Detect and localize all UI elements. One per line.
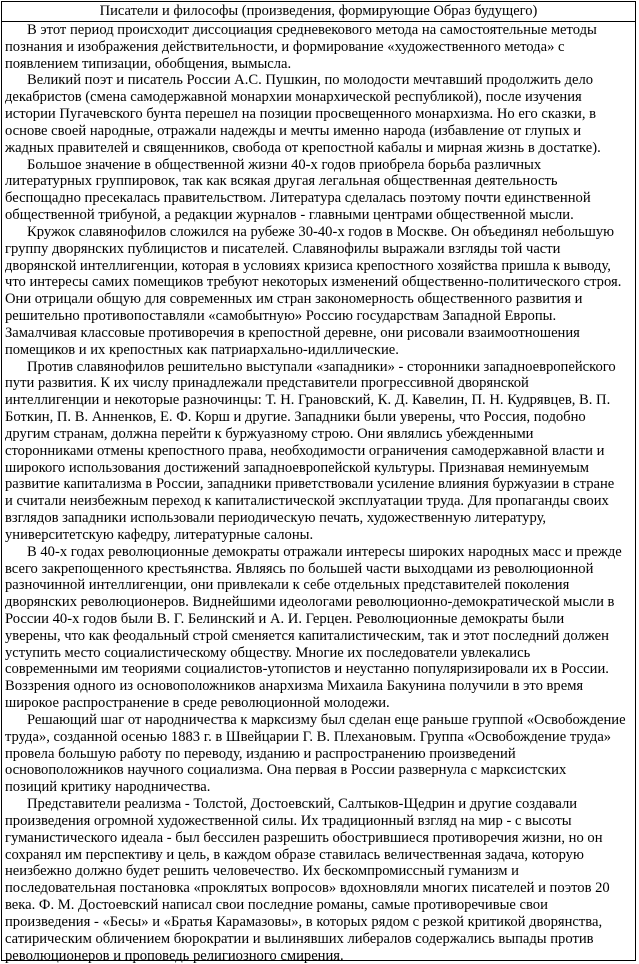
text-line: В этот период происходит диссоциация средневекового метода на самостоятельные методы bbox=[27, 22, 597, 38]
text-line: взглядов западники использовали периодическую печать, художественную литературу, bbox=[5, 510, 547, 527]
text-line: и считали неизбежным переход к капиталистической эксплуатации труда. Для пропаганды своих bbox=[5, 493, 609, 510]
text-line: университетскую кафедру, литературные салоны. bbox=[5, 526, 314, 543]
table-body bbox=[2, 22, 635, 964]
text-line: позиций критику народничества. bbox=[5, 779, 211, 796]
text-line: решительно противопоставляли «самобытную» Россию государствам Западной Европы. bbox=[5, 308, 557, 325]
text-line: провела большую работу по переводу, изданию и распространению произведений bbox=[5, 745, 516, 762]
text-line: широкое распространение в среде революционной молодежи. bbox=[5, 695, 390, 712]
text-line: развитие капитализма в России, западники приветствовали усиление влияния буржуазии в стране bbox=[5, 476, 615, 493]
text-line: труда», созданной осенью 1883 г. в Швейцарии Г. В. Плехановым. Группа «Освобождение труда» bbox=[5, 728, 612, 745]
paragraph bbox=[5, 712, 635, 796]
text-line: появлением типизации, обобщения, вымысла. bbox=[5, 55, 292, 72]
text-line: помещиков и их крепостных как патриархально-идиллические. bbox=[5, 341, 399, 358]
text-line: сторонниками отмены крепостного права, необходимости ограничения самодержавной власти и bbox=[5, 442, 605, 459]
paragraph bbox=[5, 796, 635, 964]
text-line: разночинной интеллигенции, они привлекали к себе отдельных представителей поколения bbox=[5, 577, 570, 594]
text-line: декабристов (смена самодержавной монархии монархической республикой), после изучения bbox=[5, 89, 582, 106]
text-line: сатирическим обличением бюрократии и вылинявших либералов содержались выпады против bbox=[5, 930, 594, 947]
text-line: России 40-х годов были В. Г. Белинский и А. И. Герцен. Революционные демократы были bbox=[5, 610, 565, 627]
text-line: беспощадно пресекалась правительством. Литература сделалась поэтому почти единственной bbox=[5, 190, 591, 207]
text-line: уступить место социалистическому обществу. Многие их последователи увлекались bbox=[5, 644, 531, 661]
text-line: произведения огромной художественной силы. Их традиционный взгляд на мир - с высоты bbox=[5, 812, 572, 829]
text-line: группу дворянских публицистов и писателей. Славянофилы выражали взгляды той части bbox=[5, 240, 561, 257]
text-line: Великий поэт и писатель России А.С. Пушкин, по молодости мечтавший продолжить дело bbox=[27, 72, 594, 89]
text-line: Боткин, П. В. Анненков, Е. Ф. Корш и другие. Западники были уверены, что Россия, подобно bbox=[5, 409, 586, 426]
text-line: революционеров и проповедь религиозного смирения. bbox=[5, 947, 344, 964]
text-line: современными им теориями социалистов-утопистов и неустанно популяризировали их в России. bbox=[5, 661, 609, 678]
paragraph bbox=[5, 22, 635, 72]
text-line: широкого использования достижений западноевропейской культуры. Признавая неминуемым bbox=[5, 459, 590, 476]
paragraph bbox=[5, 224, 635, 359]
text-line: Против славянофилов решительно выступали «западники» - сторонники западноевропейского bbox=[27, 358, 616, 375]
table-title: Писатели и философы (произведения, формирующие Образ будущего) bbox=[2, 2, 635, 22]
document-table bbox=[1, 1, 636, 964]
text-line: что интересы самих помещиков требуют некоторых изменений общественно-политического строя. bbox=[5, 274, 622, 291]
text-line: Замалчивая классовые противоречия в крепостной деревне, они рисовали взаимоотношения bbox=[5, 324, 580, 341]
text-line: литературных группировок, так как всякая другая легальная общественная деятельность bbox=[5, 173, 558, 190]
text-line: последовательная постановка «проклятых вопросов» вдохновляли многих писателей и поэтов 20 bbox=[5, 880, 610, 897]
text-line: пути развития. К их числу принадлежали представители прогрессивной дворянской bbox=[5, 375, 529, 392]
text-line: Большое значение в общественной жизни 40-х годов приобрела борьба различных bbox=[27, 156, 542, 173]
paragraph bbox=[5, 72, 635, 156]
text-line: дворянской интеллигенции, которая в условиях кризиса крепостного хозяйства пришла к выводу, bbox=[5, 257, 611, 274]
text-line: дворянских революционеров. Виднейшими идеологами революционно-демократической мысли в bbox=[5, 594, 615, 611]
text-line: другим странам, должна перейти к буржуазному строю. Они являлись убежденными bbox=[5, 425, 534, 442]
text-line: жадных правителей и священников, свобода от крепостной кабалы и мирная жизнь в достатке). bbox=[5, 139, 601, 156]
text-line: В 40-х годах революционные демократы отражали интересы широких народных масс и прежде bbox=[27, 543, 622, 560]
text-line: уверены, что как феодальный строй сменяется капиталистическим, так и этот последний должен bbox=[5, 627, 609, 644]
text-line: Они отрицали общую для современных им стран закономерность общественного развития и bbox=[5, 291, 583, 308]
text-line: основоположников научного социализма. Она первая в России развернула с марксистских bbox=[5, 762, 567, 779]
text-line: интеллигенции и некоторые разночинцы: Т. Н. Грановский, К. Д. Кавелин, П. Н. Кудрявцев, В. П. bbox=[5, 392, 611, 409]
paragraph bbox=[5, 359, 635, 544]
text-line: познания и изображения действительности, и формирование «художественного метода» с bbox=[5, 38, 565, 55]
text-line: века. Ф. М. Достоевский написал свои последние романы, самые противоречивые свои bbox=[5, 897, 548, 914]
text-line: Кружок славянофилов сложился на рубеже 30-40-х годов в Москве. Он объединял небольшую bbox=[27, 223, 615, 240]
text-line: Решающий шаг от народничества к марксизму был сделан еще раньше группой «Освобождение bbox=[27, 711, 626, 728]
text-line: Представители реализма - Толстой, Достоевский, Салтыков-Щедрин и другие создавали bbox=[27, 796, 578, 813]
paragraph bbox=[5, 544, 635, 712]
text-line: основе своей народные, отражали надежды и мечты именно народа (избавление от глупых и bbox=[5, 122, 582, 139]
paragraph bbox=[5, 157, 635, 224]
text-line: общественной трибуной, а редакции журналов - главными центрами общественной мысли. bbox=[5, 207, 574, 224]
text-line: истории Пугачевского бунта перешел на позиции просвещенного монархизма. Но его сказки, в bbox=[5, 106, 597, 123]
text-line: гуманистического идеала - был бессилен разрешить обострившиеся противоречия жизни, но он bbox=[5, 829, 603, 846]
text-line: неизбежно должно будет решить человечество. Их бескомпромиссный гуманизм и bbox=[5, 863, 519, 880]
text-line: всего закрепощенного крестьянства. Являясь по большей части выходцами из революционной bbox=[5, 560, 594, 577]
text-line: Воззрения одного из основоположников анархизма Михаила Бакунина получили в это время bbox=[5, 678, 584, 695]
text-line: сохранял им перспективу и цель, в каждом образе ставилась величественная задача, которую bbox=[5, 846, 584, 863]
text-line: произведения - «Бесы» и «Братья Карамазовы», в которых рядом с резкой критикой дворянства, bbox=[5, 913, 603, 930]
